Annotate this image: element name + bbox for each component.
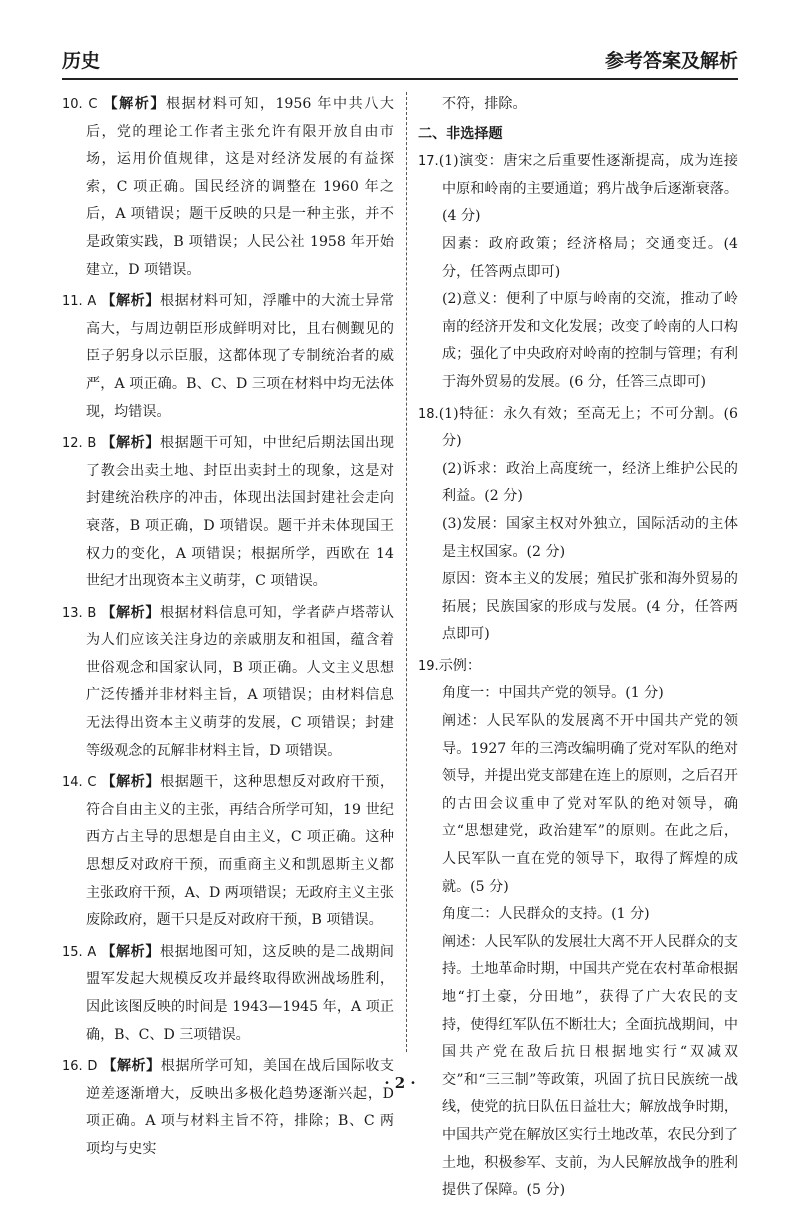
answer-number: 17. (418, 154, 439, 170)
analysis-tag: 【解析】 (101, 604, 161, 621)
answer-text: 因素：政府政策；经济格局；交通变迁。(4 分，任答两点即可) (442, 235, 738, 280)
analysis-text: 根据地图可知，这反映的是二战期间盟军发起大规模反攻并最终取得欧洲战场胜利，因此该图反映的时间是 1943—1945 年，A 项正确，B、C、D 三项错误。 (86, 943, 395, 1043)
answer-number: 11. A (62, 294, 97, 310)
answer-item-19 (418, 653, 738, 1205)
left-column (62, 91, 394, 1168)
analysis-text: 根据材料信息可知，学者萨卢塔蒂认为人们应该关注身边的亲戚朋友和祖国，蕴含着世俗观念和国家认同，B 项正确。人文主义思想广泛传播并非材料主旨，A 项错误；由材料信息无法得出资本主义萌芽的发展，C 项错误；封建等级观念的瓦解非材料主旨，D 项错误。 (86, 604, 395, 759)
answer-number: 16. D (62, 1059, 98, 1075)
analysis-tag: 【解析】 (102, 1058, 161, 1075)
section-title: 二、非选择题 (418, 125, 503, 142)
answer-item-13 (62, 600, 394, 766)
page-header (62, 46, 738, 80)
answer-text: (3)发展：国家主权对外独立，国际活动的主体是主权国家。(2 分) (442, 515, 738, 560)
analysis-text: 根据所学可知，美国在战后国际收支逆差逐渐增大，反映出多极化趋势逐渐兴起，D 项正确。A 项与材料主旨不符，排除；B、C 两项均与史实 (86, 1058, 395, 1157)
answer-text: 角度一：中国共产党的领导。(1 分) (442, 685, 664, 702)
answer-item-10 (62, 91, 394, 284)
answer-number: 19. (418, 658, 439, 674)
answer-text: 示例： (438, 657, 481, 674)
right-column (418, 91, 738, 1209)
answer-item-17 (418, 148, 738, 396)
answer-text: (1)特征：永久有效；至高无上；不可分割。(6 分) (438, 405, 738, 450)
answer-item-16 (62, 1053, 394, 1163)
continued-text: 不符，排除。 (442, 96, 527, 112)
answer-item-14 (62, 769, 394, 935)
answer-number: 12. B (62, 436, 97, 452)
answer-number: 15. A (62, 944, 97, 960)
analysis-tag: 【解析】 (103, 96, 167, 112)
answer-text: (2)意义：便利了中原与岭南的交流，推动了岭南的经济开发和文化发展；改变了岭南的人口构成；强化了中央政府对岭南的控制与管理；有利于海外贸易的发展。(6 分，任答三点即可) (442, 291, 738, 390)
answer-number: 13. B (62, 605, 97, 621)
analysis-text: 根据题干可知，中世纪后期法国出现了教会出卖土地、封臣出卖封土的现象，这是对封建统治秩序的冲击，体现出法国封建社会走向衰落，B 项正确，D 项错误。题干并未体现国王权力的变化，A 项错误；根据所学，西欧在 14 世纪才出现资本主义萌芽，C 项错误。 (86, 435, 395, 590)
page-number: · 2 · (384, 1074, 416, 1092)
analysis-tag: 【解析】 (101, 293, 160, 310)
answer-number: 14. C (62, 775, 97, 791)
answer-key-title: 参考答案及解析 (604, 50, 738, 72)
answer-item-15 (62, 939, 394, 1049)
analysis-text: 根据材料可知，1956 年中共八大后，党的理论工作者主张允许有限开放自由市场，运用价值规律，这是对经济发展的有益探索，C 项正确。国民经济的调整在 1960 年之后，A 项错误；题干反映的只是一种主张，并不是政策实践，B 项错误；人民公社 1958 年开始建立，D 项错误。 (86, 96, 394, 278)
answer-text: 阐述：人民军队的发展壮大离不开人民群众的支持。土地革命时期，中国共产党在农村革命根据地“打土豪，分田地”，获得了广大农民的支持，使得红军队伍不断壮大；全面抗战期间，中国共产党在敌后抗日根据地实行“双减双交”和“三三制”等政策，巩固了抗日民族统一战线，使党的抗日队伍日益壮大；解放战争时期，中国共产党在解放区实行土地改革，农民分到了土地，积极参军、支前，为人民解放战争的胜利提供了保障。(5 分) (442, 933, 738, 1199)
answer-item-12 (62, 430, 394, 596)
answer-item-18 (418, 401, 738, 649)
answer-item-11 (62, 288, 394, 426)
answer-number: 10. C (62, 97, 98, 112)
answer-text: 角度二：人民群众的支持。(1 分) (442, 906, 650, 923)
analysis-tag: 【解析】 (101, 943, 160, 960)
analysis-tag: 【解析】 (101, 774, 161, 791)
answer-number: 18. (418, 406, 439, 422)
analysis-text: 根据题干，这种思想反对政府干预，符合自由主义的主张，再结合所学可知，19 世纪西方占主导的思想是自由主义，C 项正确。这种思想反对政府干预，而重商主义和凯恩斯主义都主张政府干预，A、D 两项错误；无政府主义主张废除政府，题干只是反对政府干预，B 项错误。 (86, 774, 395, 929)
analysis-text: 根据材料可知，浮雕中的大流士异常高大，与周边朝臣形成鲜明对比，且右侧觐见的臣子躬身以示臣服，这都体现了专制统治者的威严，A 项正确。B、C、D 三项在材料中均无法体现，均错误。 (86, 293, 395, 420)
answer-text: 阐述：人民军队的发展离不开中国共产党的领导。1927 年的三湾改编明确了党对军队的绝对领导，并提出党支部建在连上的原则，之后召开的古田会议重申了党对军队的绝对领导，确立“思想建党，政治建军”的原则。在此之后，人民军队一直在党的领导下，取得了辉煌的成就。(5 分) (442, 713, 738, 895)
subject-title: 历史 (62, 50, 101, 72)
answer-text: (2)诉求：政治上高度统一，经济上维护公民的利益。(2 分) (442, 460, 738, 505)
answer-text: (1)演变：唐宋之后重要性逐渐提高，成为连接中原和岭南的主要通道；鸦片战争后逐渐衰落。(4 分) (438, 153, 738, 225)
answer-text: 原因：资本主义的发展；殖民扩张和海外贸易的拓展；民族国家的形成与发展。(4 分，任答两点即可) (442, 571, 738, 643)
analysis-tag: 【解析】 (101, 435, 161, 452)
column-divider (406, 92, 407, 1052)
